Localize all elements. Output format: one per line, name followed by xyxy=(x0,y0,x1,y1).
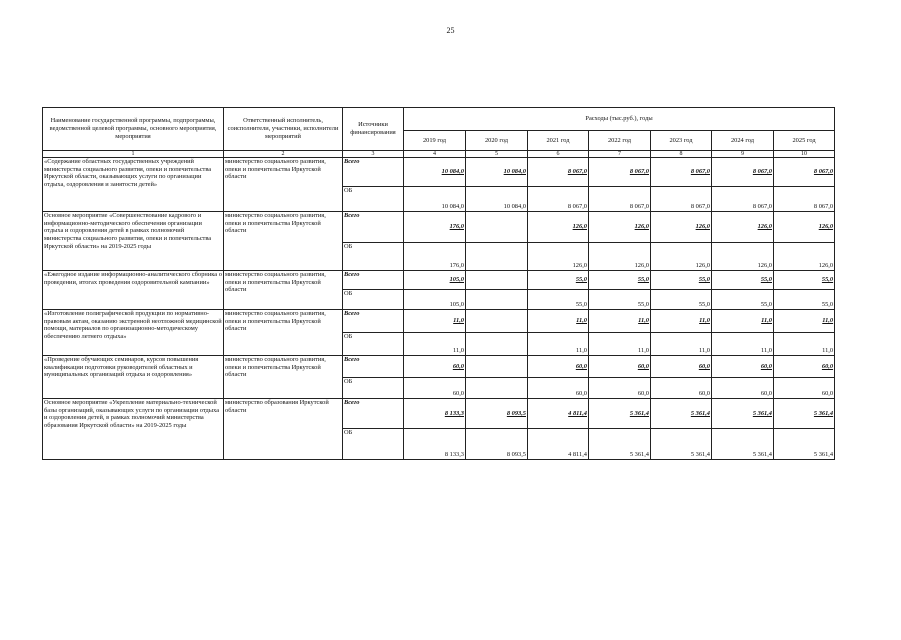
source-total: Всего xyxy=(343,158,404,187)
total-value: 8 067,0 xyxy=(712,158,774,187)
column-number: 5 xyxy=(466,151,528,158)
total-value: 8 067,0 xyxy=(774,158,835,187)
ob-value: 60,0 xyxy=(712,378,774,399)
ob-value: 60,0 xyxy=(774,378,835,399)
total-value: 11,0 xyxy=(774,310,835,333)
column-number: 3 xyxy=(343,151,404,158)
ob-value: 5 361,4 xyxy=(712,429,774,460)
column-number: 1 xyxy=(43,151,224,158)
column-number: 2 xyxy=(224,151,343,158)
total-value: 126,0 xyxy=(589,212,651,243)
total-value: 55,0 xyxy=(712,271,774,290)
page-number: 25 xyxy=(446,26,455,35)
table-row xyxy=(43,271,835,290)
ob-value: 11,0 xyxy=(589,333,651,356)
ob-value: 126,0 xyxy=(712,243,774,271)
ob-value xyxy=(466,243,528,271)
activity-name: Основное мероприятие «Укрепление материально-технической базы организаций, оказывающих услуги по организации отдыха и оздоровления детей, в рамках полномочий министерства образования Иркутской области» на 2019-2025 годы xyxy=(43,399,224,460)
activity-name: Основное мероприятие «Совершенствование кадрового и информационно-методического обеспечения организации отдыха и оздоровления детей в рамках полномочий министерства социального развития, опеки и попечительства Иркутской области» на 2019-2025 годы xyxy=(43,212,224,271)
ob-value: 10 084,0 xyxy=(404,187,466,212)
budget-table xyxy=(42,107,835,460)
total-value: 11,0 xyxy=(528,310,589,333)
total-value xyxy=(466,310,528,333)
column-number: 4 xyxy=(404,151,466,158)
ob-value: 126,0 xyxy=(528,243,589,271)
total-value: 10 084,0 xyxy=(404,158,466,187)
source-ob: ОБ xyxy=(343,333,404,356)
column-number: 9 xyxy=(712,151,774,158)
ob-value: 11,0 xyxy=(774,333,835,356)
ob-value: 10 084,0 xyxy=(466,187,528,212)
ob-value: 8 067,0 xyxy=(774,187,835,212)
total-value: 126,0 xyxy=(774,212,835,243)
total-value: 60,0 xyxy=(404,356,466,378)
total-value: 5 361,4 xyxy=(774,399,835,429)
source-total: Всего xyxy=(343,356,404,378)
total-value: 55,0 xyxy=(774,271,835,290)
ob-value: 11,0 xyxy=(404,333,466,356)
header-responsible: Ответственный исполнитель, соисполнители, участники, исполнители мероприятий xyxy=(224,108,343,151)
ob-value xyxy=(466,378,528,399)
total-value: 126,0 xyxy=(712,212,774,243)
total-value: 55,0 xyxy=(528,271,589,290)
column-number: 7 xyxy=(589,151,651,158)
total-value: 60,0 xyxy=(651,356,712,378)
total-value: 8 093,5 xyxy=(466,399,528,429)
responsible-executor: министерство социального развития, опеки и попечительства Иркутской области xyxy=(224,356,343,399)
total-value: 5 361,4 xyxy=(712,399,774,429)
total-value: 11,0 xyxy=(712,310,774,333)
total-value: 60,0 xyxy=(774,356,835,378)
total-value: 5 361,4 xyxy=(589,399,651,429)
ob-value: 55,0 xyxy=(528,290,589,310)
ob-value: 8 067,0 xyxy=(712,187,774,212)
table-row xyxy=(43,212,835,243)
total-value: 60,0 xyxy=(712,356,774,378)
activity-name: «Изготовление полиграфической продукции по нормативно-правовым актам, оказанию экстренной неотложной медицинской помощи, материалов по организационно-методическому обеспечению летнего отдыха» xyxy=(43,310,224,356)
source-ob: ОБ xyxy=(343,187,404,212)
total-value xyxy=(466,356,528,378)
ob-value: 55,0 xyxy=(712,290,774,310)
total-value: 105,0 xyxy=(404,271,466,290)
source-total: Всего xyxy=(343,399,404,429)
responsible-executor: министерство социального развития, опеки и попечительства Иркутской области xyxy=(224,158,343,212)
total-value: 126,0 xyxy=(528,212,589,243)
source-total: Всего xyxy=(343,271,404,290)
ob-value: 60,0 xyxy=(589,378,651,399)
responsible-executor: министерство социального развития, опеки и попечительства Иркутской области xyxy=(224,212,343,271)
total-value: 8 133,3 xyxy=(404,399,466,429)
ob-value: 126,0 xyxy=(651,243,712,271)
ob-value xyxy=(466,333,528,356)
source-total: Всего xyxy=(343,310,404,333)
ob-value: 11,0 xyxy=(528,333,589,356)
activity-name: «Содержание областных государственных учреждений министерства социального развития, опеки и попечительства Иркутской области, оказывающих услуги по организации отдыха, оздоровления и занятости детей» xyxy=(43,158,224,212)
column-number: 6 xyxy=(528,151,589,158)
total-value: 176,0 xyxy=(404,212,466,243)
activity-name: «Ежегодное издание информационно-аналитического сборника о проведении, итогах проведения оздоровительной кампании» xyxy=(43,271,224,310)
responsible-executor: министерство образования Иркутской области xyxy=(224,399,343,460)
total-value: 8 067,0 xyxy=(528,158,589,187)
responsible-executor: министерство социального развития, опеки и попечительства Иркутской области xyxy=(224,271,343,310)
total-value: 8 067,0 xyxy=(589,158,651,187)
ob-value: 60,0 xyxy=(404,378,466,399)
column-number: 10 xyxy=(774,151,835,158)
ob-value: 8 133,3 xyxy=(404,429,466,460)
responsible-executor: министерство социального развития, опеки и попечительства Иркутской области xyxy=(224,310,343,356)
header-year: 2025 год xyxy=(774,131,835,151)
ob-value: 126,0 xyxy=(589,243,651,271)
ob-value: 55,0 xyxy=(774,290,835,310)
ob-value: 55,0 xyxy=(589,290,651,310)
source-ob: ОБ xyxy=(343,290,404,310)
total-value: 11,0 xyxy=(589,310,651,333)
ob-value: 11,0 xyxy=(712,333,774,356)
ob-value: 60,0 xyxy=(528,378,589,399)
ob-value: 8 067,0 xyxy=(528,187,589,212)
total-value: 5 361,4 xyxy=(651,399,712,429)
total-value: 8 067,0 xyxy=(651,158,712,187)
column-number: 8 xyxy=(651,151,712,158)
total-value: 10 084,0 xyxy=(466,158,528,187)
total-value: 55,0 xyxy=(651,271,712,290)
source-ob: ОБ xyxy=(343,378,404,399)
total-value xyxy=(466,271,528,290)
source-ob: ОБ xyxy=(343,243,404,271)
ob-value: 4 811,4 xyxy=(528,429,589,460)
total-value: 60,0 xyxy=(528,356,589,378)
ob-value: 105,0 xyxy=(404,290,466,310)
header-year: 2024 год xyxy=(712,131,774,151)
ob-value: 8 067,0 xyxy=(651,187,712,212)
header-year: 2022 год xyxy=(589,131,651,151)
ob-value: 60,0 xyxy=(651,378,712,399)
ob-value: 8 093,5 xyxy=(466,429,528,460)
total-value: 126,0 xyxy=(651,212,712,243)
header-year: 2019 год xyxy=(404,131,466,151)
ob-value: 176,0 xyxy=(404,243,466,271)
header-expenses: Расходы (тыс.руб.), годы xyxy=(404,108,835,131)
ob-value: 8 067,0 xyxy=(589,187,651,212)
ob-value: 5 361,4 xyxy=(774,429,835,460)
ob-value: 55,0 xyxy=(651,290,712,310)
total-value: 60,0 xyxy=(589,356,651,378)
total-value xyxy=(466,212,528,243)
total-value: 4 811,4 xyxy=(528,399,589,429)
ob-value: 5 361,4 xyxy=(589,429,651,460)
table-row xyxy=(43,356,835,378)
header-year: 2021 год xyxy=(528,131,589,151)
source-total: Всего xyxy=(343,212,404,243)
source-ob: ОБ xyxy=(343,429,404,460)
header-name: Наименование государственной программы, подпрограммы, ведомственной целевой программы, основного мероприятия, мероприятия xyxy=(43,108,224,151)
table-row xyxy=(43,399,835,429)
header-source: Источники финансирования xyxy=(343,108,404,151)
total-value: 11,0 xyxy=(651,310,712,333)
ob-value: 126,0 xyxy=(774,243,835,271)
table-row xyxy=(43,310,835,333)
total-value: 11,0 xyxy=(404,310,466,333)
ob-value xyxy=(466,290,528,310)
header-year: 2020 год xyxy=(466,131,528,151)
table-row xyxy=(43,158,835,187)
header-year: 2023 год xyxy=(651,131,712,151)
activity-name: «Проведение обучающих семинаров, курсов повышения квалификации подготовки руководителей областных и муниципальных организаций отдыха и оздоровления» xyxy=(43,356,224,399)
total-value: 55,0 xyxy=(589,271,651,290)
ob-value: 11,0 xyxy=(651,333,712,356)
ob-value: 5 361,4 xyxy=(651,429,712,460)
